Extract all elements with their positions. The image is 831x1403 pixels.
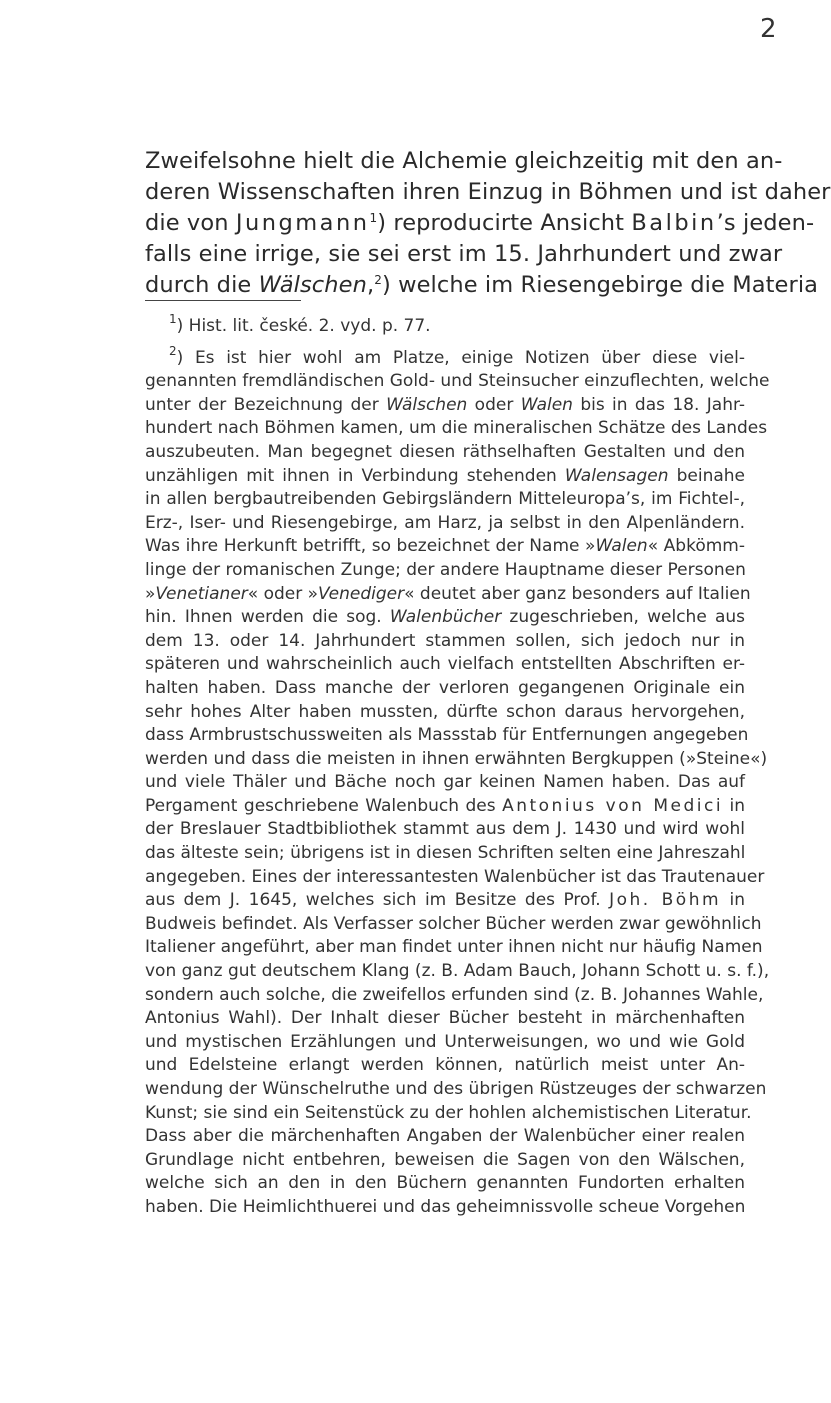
text-run: zugeschrieben, welche aus (501, 607, 745, 628)
footnote-2-line: hundert nach Böhmen kamen, um die mineralischen Schätze des Landes (145, 418, 768, 439)
footnote-2-line: und Edelsteine erlangt werden können, natürlich meist unter An- (145, 1055, 745, 1076)
footnote-mark: 2 (169, 343, 177, 358)
footnote-2-line: dem 13. oder 14. Jahrhundert stammen sollen, sich jedoch nur in (145, 630, 745, 651)
body-line: Zweifelsohne hielt die Alchemie gleichzeitig mit den an- (145, 148, 783, 174)
italic-term: Venediger (318, 583, 405, 604)
text-run: « Abkömm- (647, 536, 745, 557)
footnote-2-line: späteren und wahrscheinlich auch vielfach entstellten Abschriften er- (145, 654, 745, 675)
italic-term: Walensagen (564, 465, 669, 486)
footnote-2-line: sehr hohes Alter haben mussten, dürfte schon daraus hervorgehen, (145, 701, 745, 722)
text-run: ) Hist. lit. české. 2. vyd. p. 77. (176, 316, 431, 336)
body-line: deren Wissenschaften ihren Einzug in Böhmen und ist daher (145, 179, 831, 205)
footnote-2-line: haben. Die Heimlichthuerei und das geheimnissvolle scheue Vorgehen (145, 1196, 746, 1217)
footnote-2-line: werden und dass die meisten in ihnen erwähnten Bergkuppen (»Steine«) (145, 748, 768, 769)
footnotes (145, 312, 770, 1220)
footnote-2-line: halten haben. Dass manche der verloren gegangenen Originale ein (145, 677, 745, 698)
footnote-2-line: sondern auch solche, die zweifellos erfunden sind (z. B. Johannes Wahle, (145, 984, 764, 1005)
footnote-ref-2: 2 (374, 273, 382, 287)
footnote-2-line: genannten fremdländischen Gold- und Steinsucher einzuflechten, welche (145, 371, 770, 392)
text-run: » (145, 583, 156, 604)
text-run: ) Es ist hier wohl am Platze, einige Notizen über diese viel- (176, 347, 745, 368)
italic-term: Wälschen (386, 394, 468, 415)
footnote-1 (145, 312, 745, 339)
footnote-2-line: Erz-, Iser- und Riesengebirge, am Harz, ja selbst in den Alpenländern. (145, 512, 745, 533)
text-run: , (366, 272, 375, 298)
footnote-2-line (145, 889, 745, 913)
footnote-2-line: welche sich an den in den Büchern genannten Fundorten erhalten (145, 1173, 745, 1194)
footnote-2-line (145, 394, 745, 418)
footnote-2-line: und mystischen Erzählungen und Unterweisungen, wo und wie Gold (145, 1031, 745, 1052)
footnote-2-line: Antonius Wahl). Der Inhalt dieser Bücher besteht in märchenhaften (145, 1008, 745, 1029)
body-text (145, 146, 831, 301)
footnote-mark: 1 (169, 312, 177, 326)
italic-term: Walenbücher (389, 607, 502, 628)
text-run: unter der Bezeichnung der (145, 394, 387, 415)
footnote-ref-1: 1 (369, 211, 378, 225)
text-run: ) welche im Riesengebirge die Materia (381, 272, 819, 298)
text-run: beinahe (668, 465, 745, 486)
text-run: in (721, 890, 746, 911)
footnote-2-line: auszubeuten. Man begegnet diesen räthselhaften Gestalten und den (145, 441, 745, 462)
footnote-2-line (145, 606, 745, 630)
body-line (145, 208, 815, 239)
footnote-2-line (145, 465, 745, 489)
footnote-2-line: Dass aber die märchenhaften Angaben der Walenbücher einer realen (145, 1126, 745, 1147)
italic-term: Walen (595, 536, 648, 557)
footnote-separator (145, 300, 301, 301)
footnote-2-line: der Breslauer Stadtbibliothek stammt aus dem J. 1430 und wird wohl (145, 819, 745, 840)
page-number: 2 (760, 14, 777, 44)
text-run: Pergament geschriebene Walenbuch des (145, 795, 503, 816)
footnote-2-line (145, 535, 745, 559)
author-name-jungmann: Jungmann (235, 210, 370, 236)
body-line (145, 270, 819, 301)
italic-term: Venetianer (155, 583, 248, 604)
person-name-boehm: Joh. Böhm (609, 890, 722, 911)
footnote-2-line (145, 795, 745, 819)
footnote-2-line: von ganz gut deutschem Klang (z. B. Adam Bauch, Johann Schott u. s. f.), (145, 961, 770, 982)
footnote-2-line: linge der romanischen Zunge; der andere Hauptname dieser Personen (145, 559, 746, 580)
text-run: ’s jeden- (716, 210, 815, 236)
footnote-2-line: Kunst; sie sind ein Seitenstück zu der hohlen alchemistischen Literatur. (145, 1102, 752, 1123)
footnote-2-line: Italiener angeführt, aber man findet unter ihnen nicht nur häufig Namen (145, 937, 763, 958)
text-run: ) reproducirte Ansicht (377, 210, 632, 236)
footnote-2-line: Grundlage nicht entbehren, beweisen die Sagen von den Wälschen, (145, 1149, 745, 1170)
footnote-2-line (145, 343, 745, 371)
person-name-antonius: Antonius von Medici (502, 795, 724, 816)
footnote-2-line: das älteste sein; übrigens ist in diesen Schriften selten eine Jahreszahl (145, 843, 746, 864)
italic-term: Walen (520, 394, 573, 415)
footnote-2-line: wendung der Wünschelruthe und des übrigen Rüstzeuges der schwarzen (145, 1079, 767, 1099)
text-run: oder (467, 394, 521, 415)
footnote-2-line (145, 583, 751, 607)
text-run: unzähligen mit ihnen in Verbindung stehenden (145, 465, 565, 486)
text-run: durch die (145, 272, 259, 298)
text-run: aus dem J. 1645, welches sich im Besitze des Prof. (145, 890, 610, 911)
italic-term: Wälschen (258, 272, 367, 298)
text-run: Was ihre Herkunft betrifft, so bezeichnet der Name » (145, 536, 596, 557)
text-run: « oder » (247, 583, 319, 604)
footnote-2-line: in allen bergbautreibenden Gebirgsländern Mitteleuropa’s, im Fichtel-, (145, 489, 745, 510)
footnote-2-line: dass Armbrustschussweiten als Massstab für Entfernungen angegeben (145, 725, 749, 746)
text-run: bis in das 18. Jahr- (572, 394, 745, 415)
footnote-2-line: und viele Thäler und Bäche noch gar keinen Namen haben. Das auf (145, 772, 745, 793)
author-name-balbin: Balbin (631, 210, 717, 236)
text-run: die von (145, 210, 236, 236)
footnote-2-line: Budweis befindet. Als Verfasser solcher Bücher werden zwar gewöhnlich (145, 913, 762, 934)
text-run: in (723, 795, 746, 816)
body-line: falls eine irrige, sie sei erst im 15. Jahrhundert und zwar (145, 241, 783, 267)
text-run: « deutet aber ganz besonders auf Italien (404, 583, 751, 604)
footnote-2-line: angegeben. Eines der interessantesten Walenbücher ist das Trautenauer (145, 866, 765, 887)
text-run: hin. Ihnen werden die sog. (145, 607, 390, 628)
